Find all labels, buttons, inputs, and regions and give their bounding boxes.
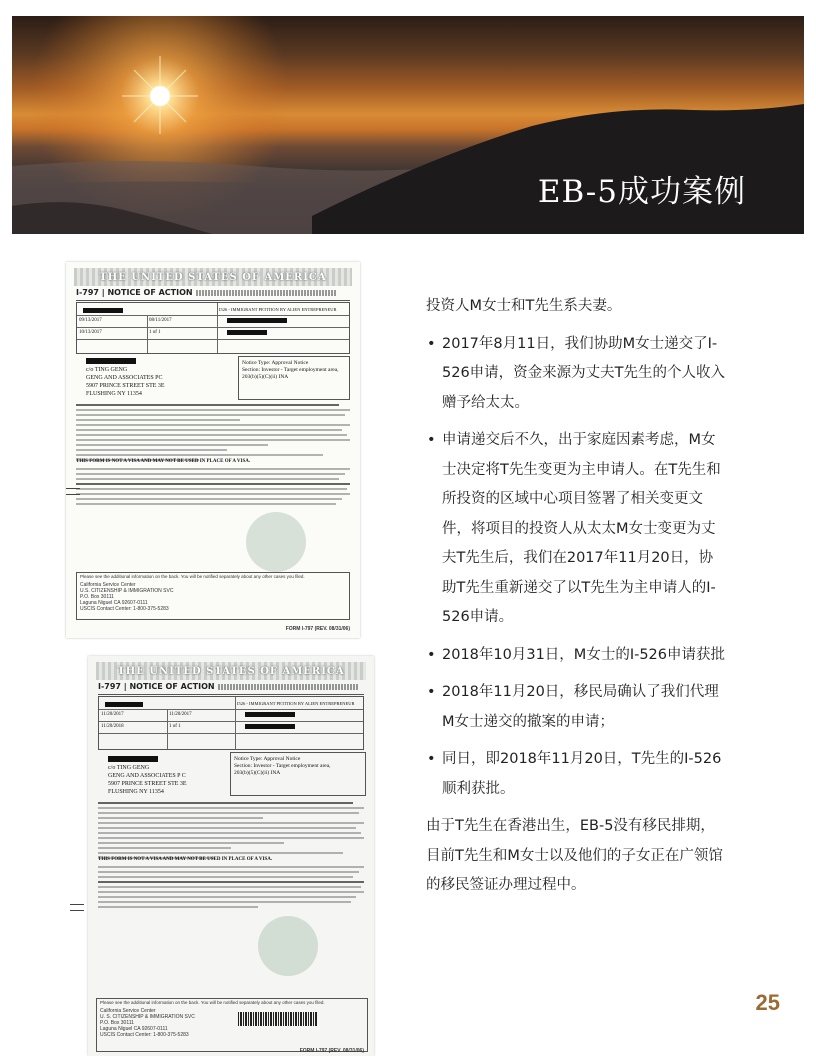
doc-addressee: c/o TING GENG GENG AND ASSOCIATES PC 5907 PRINCE STREET STE 3E FLUSHING NY 11354 (86, 367, 165, 397)
statue-of-liberty-watermark (258, 916, 318, 976)
scan-margin-mark (66, 488, 80, 495)
conclusion-text: 由于T先生在香港出生，EB-5没有移民排期，目前T先生和M女士以及他们的子女正在广领馆的移民签证办理过程中。 (426, 818, 723, 893)
timeline-item: • 同日，即2018年11月20日，T先生的I-526顺利获批。 (426, 745, 726, 804)
doc-notice-type-box: Notice Type: Approval Notice Section: Investor - Target employment area, 203(b)(5)(C)(ii) INA (230, 752, 366, 796)
doc-body-text (98, 802, 364, 862)
intro-text: 投资人M女士和T先生系夫妻。 (426, 298, 622, 314)
doc-not-visa-text: THIS FORM IS NOT A VISA AND MAY NOT BE USED IN PLACE OF A VISA. (76, 459, 251, 464)
page-title: EB-5成功案例 (537, 174, 746, 210)
doc-form-title: I-797 | NOTICE OF ACTION (98, 682, 364, 695)
page-number: 25 (755, 990, 780, 1015)
timeline-item: • 2018年10月31日，M女士的I-526申请获批 (426, 641, 726, 671)
scan-margin-mark (70, 904, 84, 911)
doc-body-text (76, 404, 350, 464)
doc-addressee: c/o TING GENG GENG AND ASSOCIATES P C 5907 PRINCE STREET STE 3E FLUSHING NY 11354 (108, 765, 187, 795)
doc-info-grid: I526 - IMMIGRANT PETITION BY ALIEN ENTREPRENEUR 09/13/2017 08/11/2017 10/13/2017 1 of 1 (76, 302, 350, 354)
doc-info-grid: I526 - IMMIGRANT PETITION BY ALIEN ENTREPRENEUR 11/20/2017 11/20/2017 11/20/2018 1 of 1 (98, 696, 364, 750)
timeline-item: • 2017年8月11日，我们协助M女士递交了I-526申请，资金来源为丈夫T先生的个人收入赠予给太太。 (426, 330, 726, 419)
timeline-item: • 申请递交后不久，出于家庭因素考虑，M女士决定将T先生变更为主申请人。在T先生和所投资的区域中心项目签署了相关变更文件，将项目的投资人从太太M女士变更为丈夫T先生后，我们在2017年11月20日，协助T先生重新递交了以T先生为主申请人的I-526申请。 (426, 426, 726, 633)
doc-service-center: California Service Center U.S. CITIZENSHIP & IMMIGRATION SVC P.O. Box 30111 Laguna Niguel CA 92607-0111 USCIS Contact Center: 1-800-375-5283 (80, 582, 174, 612)
doc-form-title: I-797 | NOTICE OF ACTION (76, 288, 350, 301)
doc-banner: THE UNITED STATES OF AMERICA (74, 268, 352, 286)
barcode (238, 1012, 318, 1026)
statue-of-liberty-watermark (246, 512, 306, 572)
i797-approval-notice-scan-2: THE UNITED STATES OF AMERICA I-797 | NOTICE OF ACTION I526 - IMMIGRANT PETITION BY ALIEN ENTREPRENEUR 11/20/2017 11/20/2017 11/20/2018 1 of 1 c/o TING GENG GENG AND ASSOCIATES P C 5907 PRINCE STREET STE 3E FLUSHING NY 11354 Notice Type: Approval Notice Section: Investor - Target employment area, 203(b)(5)(C)(ii) INA THIS FORM IS NOT A VISA AND MAY NOT BE USED IN PLACE OF A VISA. Please see the additional information on the back. You will be notified separately about any other cases you filed. California Service Center U. S. CITIZENSHIP & IMMIGRATION SVC P.O. Box 30111 Laguna Niguel CA 92607-0111 USCIS Contact Center: 1-800-375-5283 FORM I-797 (REV. 08/31/06) (88, 656, 374, 1056)
timeline-list (426, 330, 726, 805)
doc-notice-type-box: Notice Type: Approval Notice Section: Investor - Target employment area, 203(b)(5)(C)(ii) INA (238, 356, 350, 400)
doc-banner: THE UNITED STATES OF AMERICA (96, 662, 366, 680)
header-sunset-photo (12, 16, 804, 234)
doc-service-center: California Service Center U. S. CITIZENSHIP & IMMIGRATION SVC P.O. Box 30111 Laguna Niguel CA 92607-0111 USCIS Contact Center: 1-800-375-5283 (100, 1008, 195, 1038)
case-description (426, 292, 726, 901)
i797-approval-notice-scan-1: THE UNITED STATES OF AMERICA I-797 | NOTICE OF ACTION I526 - IMMIGRANT PETITION BY ALIEN ENTREPRENEUR 09/13/2017 08/11/2017 10/13/2017 1 of 1 c/o TING GENG GENG AND ASSOCIATES PC 5907 PRINCE STREET STE 3E FLUSHING NY 11354 Notice Type: Approval Notice Section: Investor - Target employment area, 203(b)(5)(C)(ii) INA THIS FORM IS NOT A VISA AND MAY NOT BE USED IN PLACE OF A VISA. Please see the additional information on the back. You will be notified separately about any other cases you filed. California Service Center U.S. CITIZENSHIP & IMMIGRATION SVC P.O. Box 30111 Laguna Niguel CA 92607-0111 USCIS Contact Center: 1-800-375-5283 FORM I-797 (REV. 08/31/06) (66, 262, 360, 638)
timeline-item: • 2018年11月20日，移民局确认了我们代理M女士递交的撤案的申请； (426, 678, 726, 737)
doc-not-visa-text: THIS FORM IS NOT A VISA AND MAY NOT BE USED IN PLACE OF A VISA. (98, 857, 273, 862)
